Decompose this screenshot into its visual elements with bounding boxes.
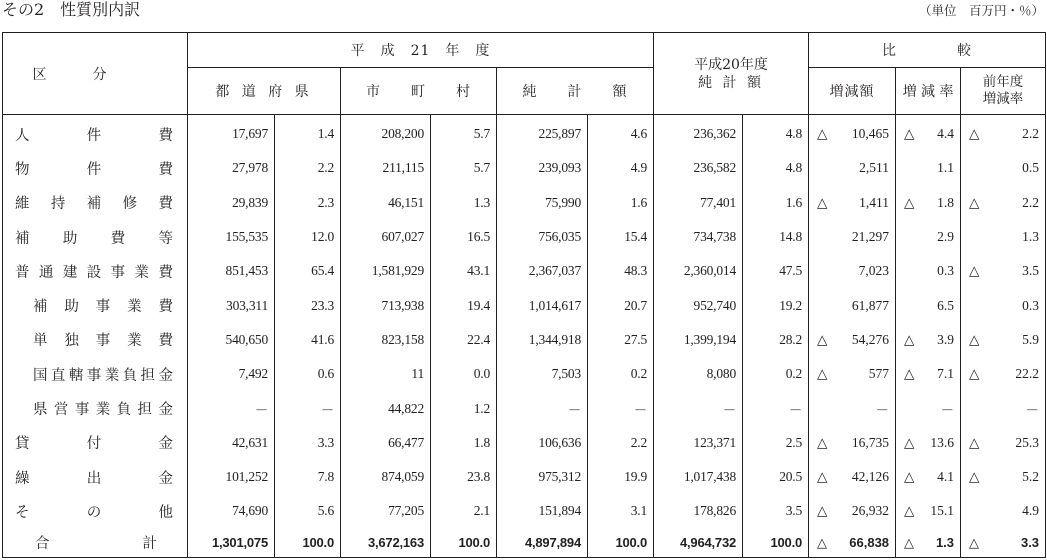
value: 4.1	[937, 469, 955, 485]
prev-value: 77,401	[654, 186, 743, 220]
net-ratio: 48.3	[588, 254, 654, 288]
net-ratio: 100.0	[588, 529, 654, 558]
pref-ratio: －	[275, 391, 341, 425]
row-label	[3, 323, 188, 357]
pref-ratio: 12.0	[275, 220, 341, 254]
net-value: 75,990	[497, 186, 588, 220]
value: 2,511	[859, 160, 890, 176]
value: 15.1	[930, 503, 955, 519]
value: 1.8	[937, 194, 955, 210]
rate-value	[896, 186, 961, 220]
muni-value: 11	[341, 357, 431, 391]
table-row	[3, 426, 1046, 460]
prev-value: 178,826	[654, 494, 743, 528]
pref-value: 17,697	[188, 115, 275, 152]
muni-ratio: 2.1	[431, 494, 497, 528]
rate-value	[896, 288, 961, 322]
decrease-mark: △	[817, 503, 828, 519]
prev-value: 952,740	[654, 288, 743, 322]
muni-value: 1,581,929	[341, 254, 431, 288]
value: 13.6	[930, 434, 955, 450]
muni-value: 823,158	[341, 323, 431, 357]
prev-rate-value	[961, 494, 1046, 528]
value: 0.3	[1022, 297, 1040, 313]
prev-ratio: －	[743, 391, 809, 425]
diff-value	[809, 391, 896, 425]
row-label	[3, 426, 188, 460]
net-ratio: 4.6	[588, 115, 654, 152]
rate-value	[896, 426, 961, 460]
decrease-mark: △	[969, 434, 980, 450]
expenditure-table	[2, 32, 1046, 558]
pref-value: 540,650	[188, 323, 275, 357]
prev-value: 1,399,194	[654, 323, 743, 357]
row-label	[3, 529, 188, 558]
decrease-mark: △	[969, 194, 980, 210]
value: 1.3	[935, 534, 955, 550]
prev-value: 123,371	[654, 426, 743, 460]
net-value: －	[497, 391, 588, 425]
rate-value	[896, 494, 961, 528]
net-ratio: 1.6	[588, 186, 654, 220]
prev-value: 734,738	[654, 220, 743, 254]
prev-rate-value	[961, 357, 1046, 391]
row-label-text: 普 通 建 設 事 業 費	[15, 264, 173, 281]
decrease-mark: △	[817, 469, 828, 485]
value: 26,932	[851, 503, 890, 519]
total-row	[3, 529, 1046, 558]
pref-ratio: 65.4	[275, 254, 341, 288]
header-zennen	[961, 68, 1046, 115]
prev-ratio: 19.2	[743, 288, 809, 322]
prev-value: 8,080	[654, 357, 743, 391]
header-h21: 平 成 21 年 度	[188, 33, 654, 68]
prev-ratio: 1.6	[743, 186, 809, 220]
row-label-text: 県 営 事 業 負 担 金	[33, 402, 173, 419]
rate-value	[896, 529, 961, 558]
row-label-text: 合 計	[35, 536, 157, 553]
value: 61,877	[851, 297, 890, 313]
muni-ratio: 1.2	[431, 391, 497, 425]
table-row	[3, 460, 1046, 494]
prev-ratio: 3.5	[743, 494, 809, 528]
diff-value	[809, 460, 896, 494]
row-label	[3, 288, 188, 322]
header-h20-line1: 平成20年度	[694, 56, 768, 73]
row-label	[3, 151, 188, 185]
prev-value: 4,964,732	[654, 529, 743, 558]
prev-ratio: 4.8	[743, 115, 809, 152]
value: 0.3	[937, 263, 955, 279]
header-h20	[654, 33, 809, 115]
value: 2.2	[1022, 194, 1040, 210]
pref-ratio: 5.6	[275, 494, 341, 528]
net-value: 106,636	[497, 426, 588, 460]
value: 0.5	[1022, 160, 1040, 176]
prev-rate-value	[961, 460, 1046, 494]
muni-value: 66,477	[341, 426, 431, 460]
value: 7,023	[858, 263, 890, 279]
prev-rate-value	[961, 391, 1046, 425]
muni-ratio: 22.4	[431, 323, 497, 357]
muni-value: 44,822	[341, 391, 431, 425]
row-label-text: 維 持 補 修 費	[15, 196, 173, 213]
muni-ratio: 43.1	[431, 254, 497, 288]
muni-value: 3,672,163	[341, 529, 431, 558]
prev-value: 236,362	[654, 115, 743, 152]
muni-ratio: 19.4	[431, 288, 497, 322]
prev-value: 236,582	[654, 151, 743, 185]
rate-value	[896, 391, 961, 425]
value: 1,411	[859, 194, 890, 210]
pref-value: 27,978	[188, 151, 275, 185]
diff-value	[809, 529, 896, 558]
rate-value	[896, 254, 961, 288]
table-body	[3, 115, 1046, 558]
header-zennen-line1: 前年度	[982, 74, 1024, 90]
header-zogen-ritsu: 増 減 率	[896, 68, 961, 115]
net-ratio: 3.1	[588, 494, 654, 528]
net-value: 4,897,894	[497, 529, 588, 558]
prev-ratio: 4.8	[743, 151, 809, 185]
prev-ratio: 100.0	[743, 529, 809, 558]
diff-value	[809, 115, 896, 152]
decrease-mark: △	[817, 126, 828, 142]
diff-value	[809, 288, 896, 322]
row-label-text: 国 直 轄 事 業 負 担 金	[33, 367, 173, 384]
pref-value: －	[188, 391, 275, 425]
decrease-mark: △	[817, 366, 828, 382]
prev-rate-value	[961, 323, 1046, 357]
header-junkei: 純 計 額	[497, 68, 654, 115]
net-ratio: 27.5	[588, 323, 654, 357]
decrease-mark: △	[904, 534, 915, 550]
row-label	[3, 254, 188, 288]
net-value: 151,894	[497, 494, 588, 528]
prev-value: －	[654, 391, 743, 425]
table-row	[3, 115, 1046, 152]
row-label	[3, 357, 188, 391]
rate-value	[896, 115, 961, 152]
document-title: その2 性質別内訳	[2, 0, 141, 19]
pref-ratio: 0.6	[275, 357, 341, 391]
net-ratio: 15.4	[588, 220, 654, 254]
decrease-mark: △	[817, 434, 828, 450]
decrease-mark: △	[904, 126, 915, 142]
prev-ratio: 14.8	[743, 220, 809, 254]
value: 5.9	[1022, 331, 1040, 347]
prev-ratio: 20.5	[743, 460, 809, 494]
muni-value: 46,151	[341, 186, 431, 220]
rate-value	[896, 357, 961, 391]
pref-ratio: 100.0	[275, 529, 341, 558]
rate-value	[896, 220, 961, 254]
muni-ratio: 1.3	[431, 186, 497, 220]
pref-value: 7,492	[188, 357, 275, 391]
decrease-mark: △	[969, 469, 980, 485]
row-label-text: そ の 他	[15, 504, 173, 521]
prev-rate-value	[961, 115, 1046, 152]
decrease-mark: △	[904, 469, 915, 485]
decrease-mark: △	[969, 126, 980, 142]
decrease-mark: △	[817, 534, 828, 550]
header-shichoson: 市 町 村	[341, 68, 497, 115]
rate-value	[896, 460, 961, 494]
muni-value: 77,205	[341, 494, 431, 528]
row-label-text: 物 件 費	[15, 161, 173, 178]
row-label-text: 補 助 事 業 費	[33, 299, 173, 316]
decrease-mark: △	[969, 534, 980, 550]
row-label	[3, 460, 188, 494]
pref-value: 29,839	[188, 186, 275, 220]
row-label	[3, 115, 188, 152]
table-row	[3, 288, 1046, 322]
decrease-mark: △	[817, 331, 828, 347]
pref-ratio: 2.2	[275, 151, 341, 185]
muni-ratio: 1.8	[431, 426, 497, 460]
diff-value	[809, 357, 896, 391]
table-row	[3, 391, 1046, 425]
pref-value: 303,311	[188, 288, 275, 322]
pref-value: 155,535	[188, 220, 275, 254]
value: 7.1	[937, 366, 955, 382]
net-value: 7,503	[497, 357, 588, 391]
value: 1.3	[1022, 229, 1040, 245]
prev-ratio: 28.2	[743, 323, 809, 357]
table-row	[3, 186, 1046, 220]
table-row	[3, 323, 1046, 357]
pref-ratio: 41.6	[275, 323, 341, 357]
prev-rate-value	[961, 254, 1046, 288]
value: 5.2	[1022, 469, 1040, 485]
header-todofuken: 都 道 府 県	[188, 68, 341, 115]
prev-rate-value	[961, 288, 1046, 322]
muni-value: 211,115	[341, 151, 431, 185]
net-value: 756,035	[497, 220, 588, 254]
table-row	[3, 220, 1046, 254]
net-value: 239,093	[497, 151, 588, 185]
diff-value	[809, 151, 896, 185]
net-ratio: 4.9	[588, 151, 654, 185]
value: 1.1	[937, 160, 955, 176]
row-label-text: 繰 出 金	[15, 470, 173, 487]
rate-value	[896, 323, 961, 357]
value: 16,735	[851, 434, 890, 450]
decrease-mark: △	[969, 366, 980, 382]
decrease-mark: △	[904, 366, 915, 382]
row-label-text: 貸 付 金	[15, 436, 173, 453]
value: －	[875, 402, 890, 418]
table-row	[3, 151, 1046, 185]
prev-ratio: 2.5	[743, 426, 809, 460]
pref-ratio: 7.8	[275, 460, 341, 494]
pref-value: 851,453	[188, 254, 275, 288]
decrease-mark: △	[904, 434, 915, 450]
header-zogen-gaku: 増減額	[809, 68, 896, 115]
decrease-mark: △	[817, 194, 828, 210]
row-label	[3, 494, 188, 528]
value: 3.3	[1020, 534, 1040, 550]
decrease-mark: △	[969, 331, 980, 347]
pref-ratio: 3.3	[275, 426, 341, 460]
value: 4.4	[937, 126, 955, 142]
net-value: 1,014,617	[497, 288, 588, 322]
net-ratio: 0.2	[588, 357, 654, 391]
header-kubun: 区 分	[3, 33, 188, 115]
value: 42,126	[851, 469, 890, 485]
muni-ratio: 16.5	[431, 220, 497, 254]
row-label	[3, 186, 188, 220]
net-value: 1,344,918	[497, 323, 588, 357]
muni-value: 208,200	[341, 115, 431, 152]
diff-value	[809, 494, 896, 528]
prev-rate-value	[961, 186, 1046, 220]
muni-ratio: 0.0	[431, 357, 497, 391]
header-zennen-line2: 増減率	[982, 91, 1024, 107]
muni-value: 607,027	[341, 220, 431, 254]
value: 66,838	[849, 534, 890, 550]
unit-note: （単位 百万円・％）	[918, 3, 1044, 18]
pref-value: 101,252	[188, 460, 275, 494]
pref-ratio: 23.3	[275, 288, 341, 322]
decrease-mark: △	[904, 503, 915, 519]
row-label-text: 補 助 費 等	[15, 230, 173, 247]
net-value: 225,897	[497, 115, 588, 152]
value: 54,276	[851, 331, 890, 347]
value: －	[940, 402, 955, 418]
pref-ratio: 1.4	[275, 115, 341, 152]
prev-rate-value	[961, 426, 1046, 460]
value: 3.5	[1022, 263, 1040, 279]
value: 22.2	[1015, 366, 1040, 382]
net-value: 975,312	[497, 460, 588, 494]
value: 577	[868, 366, 890, 382]
net-ratio: 20.7	[588, 288, 654, 322]
net-ratio: 19.9	[588, 460, 654, 494]
row-label	[3, 220, 188, 254]
row-label-text: 単 独 事 業 費	[33, 333, 173, 350]
muni-value: 874,059	[341, 460, 431, 494]
header-hikaku: 比 較	[809, 33, 1046, 68]
net-ratio: 2.2	[588, 426, 654, 460]
muni-ratio: 23.8	[431, 460, 497, 494]
diff-value	[809, 254, 896, 288]
diff-value	[809, 220, 896, 254]
value: 4.9	[1022, 503, 1040, 519]
prev-rate-value	[961, 220, 1046, 254]
row-label	[3, 391, 188, 425]
table-row	[3, 254, 1046, 288]
decrease-mark: △	[969, 263, 980, 279]
diff-value	[809, 426, 896, 460]
value: 2.2	[1022, 126, 1040, 142]
value: 6.5	[937, 297, 955, 313]
value: 3.9	[937, 331, 955, 347]
table-row	[3, 357, 1046, 391]
prev-rate-value	[961, 529, 1046, 558]
pref-value: 1,301,075	[188, 529, 275, 558]
prev-value: 2,360,014	[654, 254, 743, 288]
table-row	[3, 494, 1046, 528]
prev-rate-value	[961, 151, 1046, 185]
prev-ratio: 0.2	[743, 357, 809, 391]
pref-value: 74,690	[188, 494, 275, 528]
muni-ratio: 100.0	[431, 529, 497, 558]
net-value: 2,367,037	[497, 254, 588, 288]
prev-ratio: 47.5	[743, 254, 809, 288]
muni-ratio: 5.7	[431, 115, 497, 152]
prev-value: 1,017,438	[654, 460, 743, 494]
value: 25.3	[1015, 434, 1040, 450]
net-ratio: －	[588, 391, 654, 425]
value: 2.9	[937, 229, 955, 245]
value: 21,297	[851, 229, 890, 245]
decrease-mark: △	[904, 331, 915, 347]
pref-ratio: 2.3	[275, 186, 341, 220]
value: －	[1025, 402, 1040, 418]
row-label-text: 人 件 費	[15, 127, 173, 144]
muni-ratio: 5.7	[431, 151, 497, 185]
rate-value	[896, 151, 961, 185]
decrease-mark: △	[904, 194, 915, 210]
value: 10,465	[851, 126, 890, 142]
diff-value	[809, 186, 896, 220]
pref-value: 42,631	[188, 426, 275, 460]
diff-value	[809, 323, 896, 357]
header-h20-line2: 純 計 額	[698, 74, 764, 91]
muni-value: 713,938	[341, 288, 431, 322]
